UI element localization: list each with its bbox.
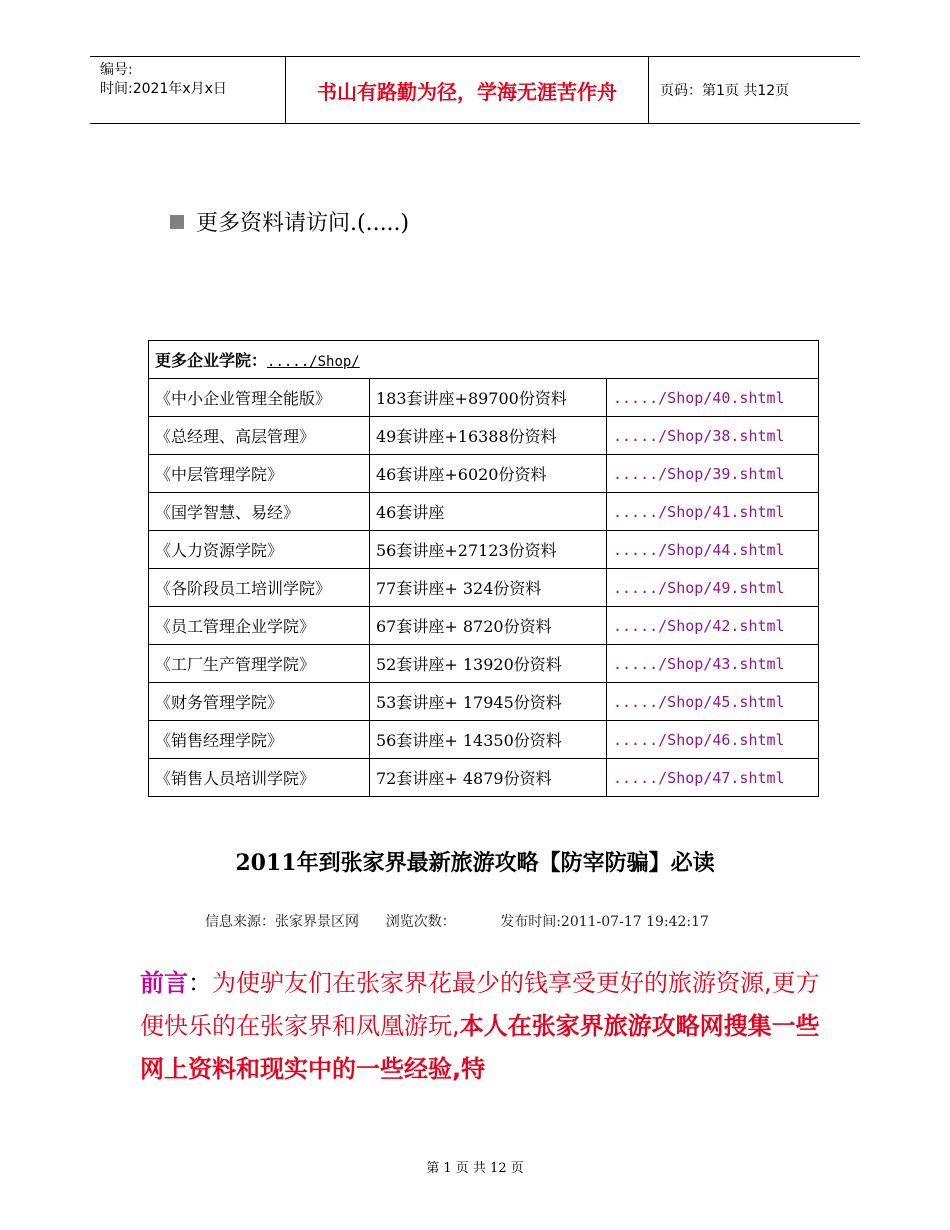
article-title: 2011年到张家界最新旅游攻略【防宰防骗】必读 bbox=[235, 850, 715, 876]
table-row bbox=[149, 493, 819, 531]
shop-link-cell[interactable]: ...../Shop/45.shtml bbox=[607, 683, 819, 721]
table-row bbox=[149, 455, 819, 493]
shop-link-cell[interactable]: ...../Shop/40.shtml bbox=[607, 379, 819, 417]
header-page-label: 页码：第1页 共12页 bbox=[660, 83, 790, 99]
shop-desc-cell: 56套讲座+27123份资料 bbox=[370, 531, 607, 569]
more-info-line bbox=[170, 206, 409, 237]
table-row bbox=[149, 569, 819, 607]
shop-desc-cell: 46套讲座 bbox=[370, 493, 607, 531]
shop-name-cell: 《销售人员培训学院》 bbox=[149, 759, 370, 797]
shop-desc-cell: 183套讲座+89700份资料 bbox=[370, 379, 607, 417]
page-header bbox=[90, 56, 860, 124]
shop-link-cell[interactable]: ...../Shop/49.shtml bbox=[607, 569, 819, 607]
header-info-cell bbox=[90, 57, 286, 123]
shop-link-cell[interactable]: ...../Shop/43.shtml bbox=[607, 645, 819, 683]
page-footer: 第 1 页 共 12 页 bbox=[426, 1161, 524, 1176]
shop-link-cell[interactable]: ...../Shop/39.shtml bbox=[607, 455, 819, 493]
more-info-text: 更多资料请访问.(.....) bbox=[196, 211, 410, 236]
square-bullet-icon bbox=[170, 215, 184, 229]
shop-name-cell: 《工厂生产管理学院》 bbox=[149, 645, 370, 683]
table-row bbox=[149, 379, 819, 417]
table-row bbox=[149, 607, 819, 645]
time-label: 时间:2021年x月x日 bbox=[100, 81, 227, 97]
intro-colon: ： bbox=[188, 969, 212, 997]
shop-desc-cell: 53套讲座+ 17945份资料 bbox=[370, 683, 607, 721]
shop-name-cell: 《总经理、高层管理》 bbox=[149, 417, 370, 455]
article-meta: 信息来源：张家界景区网 浏览次数： 发布时间:2011-07-17 19:42:17 bbox=[205, 914, 709, 930]
shop-link-cell[interactable]: ...../Shop/41.shtml bbox=[607, 493, 819, 531]
article-intro bbox=[140, 962, 820, 1091]
shop-desc-cell: 72套讲座+ 4879份资料 bbox=[370, 759, 607, 797]
number-label: 编号: bbox=[100, 62, 133, 78]
shop-name-cell: 《财务管理学院》 bbox=[149, 683, 370, 721]
shop-header-label: 更多企业学院： bbox=[155, 351, 268, 370]
shop-desc-cell: 46套讲座+6020份资料 bbox=[370, 455, 607, 493]
shop-name-cell: 《销售经理学院》 bbox=[149, 721, 370, 759]
shop-link-cell[interactable]: ...../Shop/42.shtml bbox=[607, 607, 819, 645]
shop-header-cell bbox=[149, 341, 819, 379]
table-row bbox=[149, 759, 819, 797]
table-row bbox=[149, 683, 819, 721]
shop-name-cell: 《员工管理企业学院》 bbox=[149, 607, 370, 645]
table-row bbox=[149, 721, 819, 759]
table-row bbox=[149, 417, 819, 455]
shop-link-cell[interactable]: ...../Shop/46.shtml bbox=[607, 721, 819, 759]
table-row bbox=[149, 531, 819, 569]
shop-header-link[interactable]: ...../Shop/ bbox=[267, 354, 360, 370]
shop-desc-cell: 49套讲座+16388份资料 bbox=[370, 417, 607, 455]
header-motto: 书山有路勤为径，学海无涯苦作舟 bbox=[286, 57, 649, 123]
shop-table bbox=[148, 340, 819, 797]
shop-name-cell: 《各阶段员工培训学院》 bbox=[149, 569, 370, 607]
shop-name-cell: 《中小企业管理全能版》 bbox=[149, 379, 370, 417]
shop-link-cell[interactable]: ...../Shop/38.shtml bbox=[607, 417, 819, 455]
table-row bbox=[149, 645, 819, 683]
shop-table-header-row bbox=[149, 341, 819, 379]
shop-name-cell: 《国学智慧、易经》 bbox=[149, 493, 370, 531]
intro-bold-text: 本人在张家界旅游攻略网搜集一些网上资料和现实中的一些经验,特 bbox=[140, 1012, 820, 1083]
shop-desc-cell: 56套讲座+ 14350份资料 bbox=[370, 721, 607, 759]
shop-link-cell[interactable]: ...../Shop/44.shtml bbox=[607, 531, 819, 569]
shop-desc-cell: 67套讲座+ 8720份资料 bbox=[370, 607, 607, 645]
shop-desc-cell: 52套讲座+ 13920份资料 bbox=[370, 645, 607, 683]
intro-text: 为使驴友们在张家界花最少的钱享受更好的旅游资源,更方便快乐的在张家界和凤凰游玩, bbox=[140, 969, 820, 1040]
shop-name-cell: 《中层管理学院》 bbox=[149, 455, 370, 493]
intro-label: 前言 bbox=[140, 969, 188, 997]
shop-name-cell: 《人力资源学院》 bbox=[149, 531, 370, 569]
shop-link-cell[interactable]: ...../Shop/47.shtml bbox=[607, 759, 819, 797]
shop-desc-cell: 77套讲座+ 324份资料 bbox=[370, 569, 607, 607]
